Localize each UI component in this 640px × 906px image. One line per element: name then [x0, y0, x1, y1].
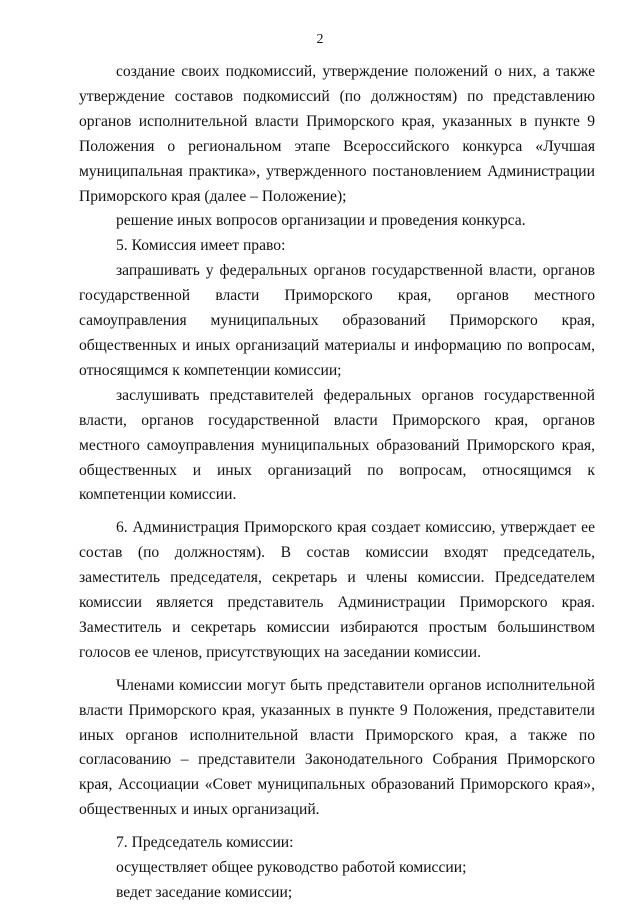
paragraph-section-5-heading: 5. Комиссия имеет право:	[116, 237, 286, 255]
paragraph-section-6: 6. Администрация Приморского края создает комиссию, утверждает ее состав (по должностям). В состав комиссии входят председатель, заместитель председателя, секретарь и члены комиссии. Председателем комиссии является представитель Администрации Приморского края. Заместитель и секретарь комиссии избираются простым большинством голосов ее членов, присутствующих на заседании комиссии.	[79, 519, 595, 661]
paragraph-commission-members: Членами комиссии могут быть представители органов исполнительной власти Приморского края, указанных в пункте 9 Положения, представители иных органов исполнительной власти Приморского края, а также по согласованию – представители Законодательного Собрания Приморского края, Ассоциации «Совет муниципальных образований Приморского края», общественных и иных организаций.	[79, 676, 595, 819]
paragraph-other-questions: решение иных вопросов организации и проведения конкурса.	[116, 212, 526, 230]
paragraph-hear-representatives: заслушивать представителей федеральных органов государственной власти, органов государственной власти Приморского края, органов местного самоуправления муниципальных образований Приморского края, общественных и иных организаций по вопросам, относящимся к компетенции комиссии.	[79, 386, 595, 504]
paragraph-conducts-meeting: ведет заседание комиссии;	[116, 884, 293, 901]
paragraph-subcommissions: создание своих подкомиссий, утверждение положений о них, а также утверждение составов подкомиссий (по должностям) по представлению органов исполнительной власти Приморского края, указанных в пункте 9 Положения о региональном этапе Всероссийского конкурса «Лучшая муниципальная практика», утвержденного постановлением Администрации Приморского края (далее – Положение);	[79, 63, 595, 205]
document-body	[79, 60, 595, 906]
paragraph-request-materials: запрашивать у федеральных органов государственной власти, органов государственной власти Приморского края, органов местного самоуправления муниципальных образований Приморского края, общественных и иных организаций материалы и информацию по вопросам, относящимся к компетенции комиссии;	[79, 262, 595, 379]
paragraph-general-management: осуществляет общее руководство работой комиссии;	[116, 859, 467, 877]
page-number: 2	[316, 32, 324, 47]
paragraph-section-7-heading: 7. Председатель комиссии:	[116, 834, 294, 852]
